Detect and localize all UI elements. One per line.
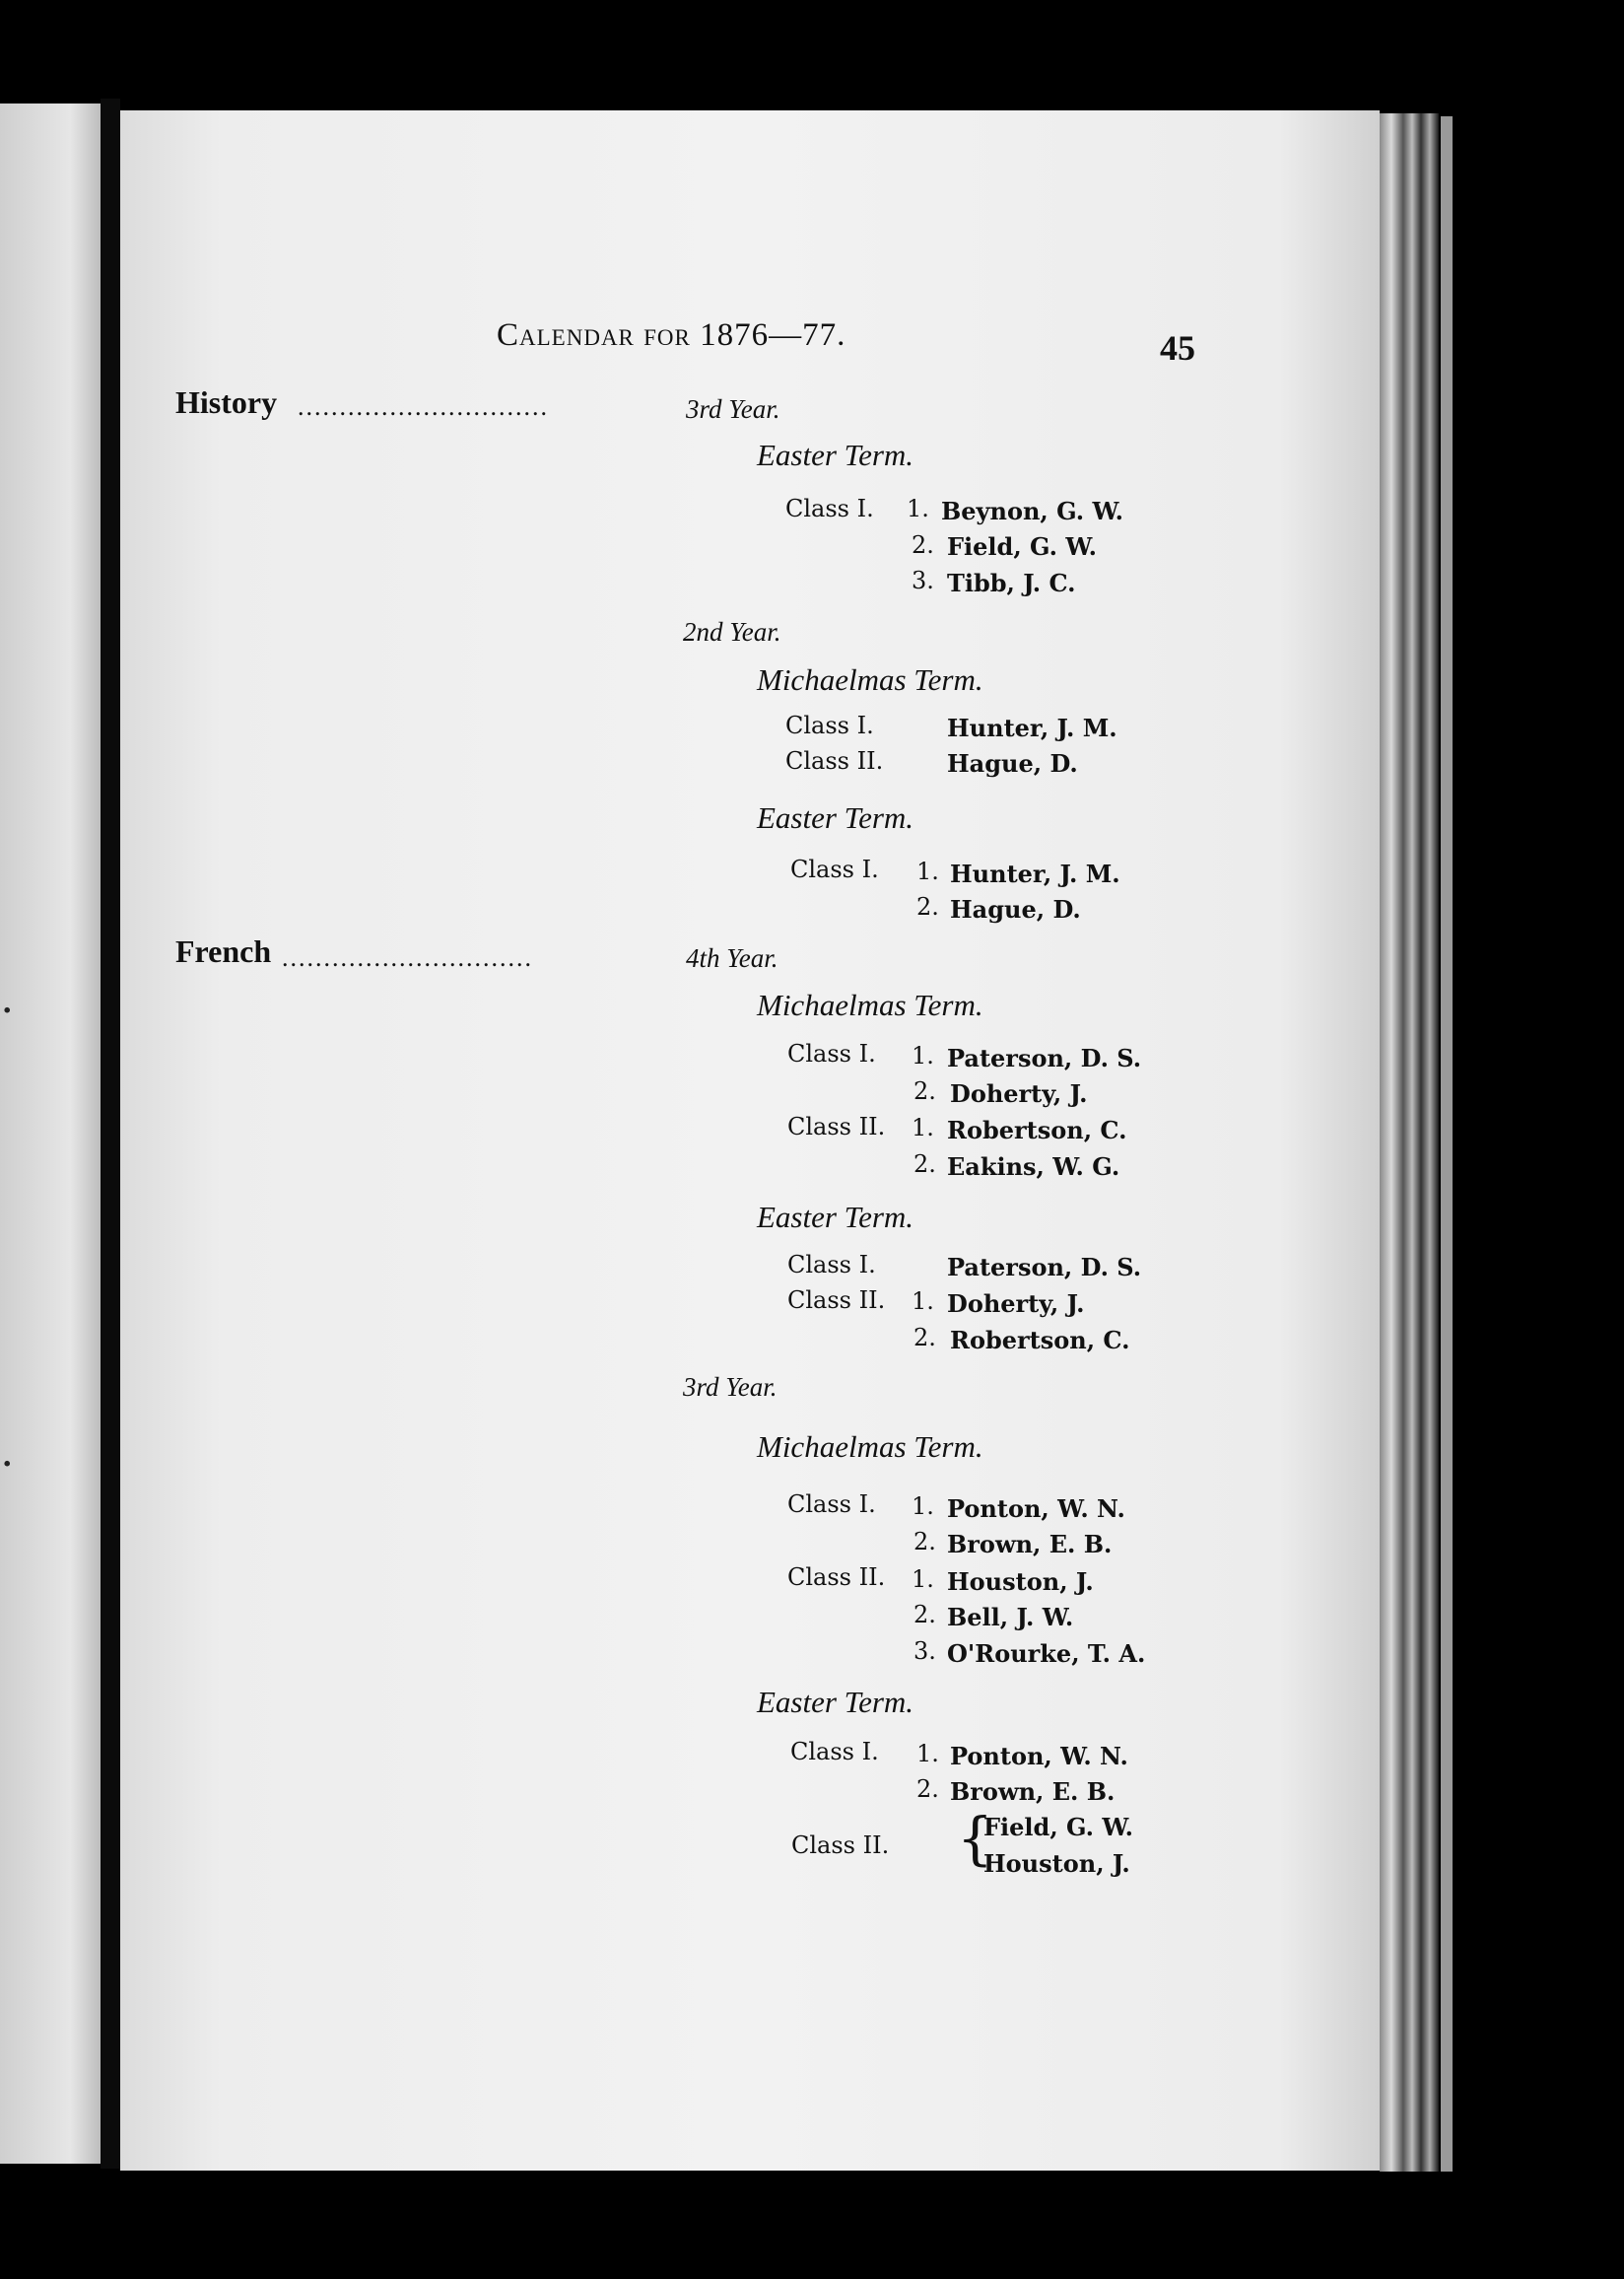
class-label: Class I. <box>787 1251 876 1278</box>
rank-number: 2. <box>914 1150 936 1178</box>
leader-dots: .............................. <box>298 392 549 421</box>
student-name: Robertson, C. <box>950 1326 1130 1354</box>
term-heading: Michaelmas Term. <box>757 662 983 697</box>
rank-number: 1. <box>912 1287 934 1315</box>
subject-heading-history: History <box>175 384 278 420</box>
student-name: Houston, J. <box>983 1849 1130 1878</box>
student-name: Tibb, J. C. <box>947 569 1076 597</box>
rank-number: 2. <box>916 893 939 921</box>
facing-page-mark: . <box>2 986 13 1020</box>
class-label: Class II. <box>787 1286 886 1314</box>
term-heading: Easter Term. <box>757 1200 914 1234</box>
year-label: 3rd Year. <box>683 1372 778 1402</box>
rank-number: 1. <box>912 1042 934 1070</box>
student-name: Brown, E. B. <box>947 1530 1113 1558</box>
page-stack-edge <box>1380 113 1439 2172</box>
student-name: Ponton, W. N. <box>947 1494 1125 1523</box>
student-name: Bell, J. W. <box>947 1603 1074 1631</box>
class-label: Class II. <box>787 1113 886 1140</box>
class-label: Class I. <box>790 1738 879 1765</box>
subject-heading-french: French <box>175 933 272 969</box>
class-label: Class II. <box>791 1831 890 1859</box>
page-stack-edge <box>1441 116 1453 2172</box>
student-name: Beynon, G. W. <box>941 497 1124 525</box>
student-name: O'Rourke, T. A. <box>947 1639 1146 1668</box>
term-heading: Easter Term. <box>757 438 914 472</box>
bracket-symbol: { <box>957 1805 993 1872</box>
year-label: 2nd Year. <box>683 617 781 647</box>
term-heading: Michaelmas Term. <box>757 988 983 1022</box>
document-page <box>120 110 1380 2171</box>
student-name: Doherty, J. <box>950 1079 1088 1108</box>
term-heading: Easter Term. <box>757 800 914 835</box>
rank-number: 2. <box>914 1077 936 1105</box>
student-name: Hunter, J. M. <box>950 860 1120 888</box>
rank-number: 3. <box>912 567 934 594</box>
rank-number: 2. <box>912 531 934 559</box>
student-name: Paterson, D. S. <box>947 1044 1142 1072</box>
leader-dots: .............................. <box>282 943 533 972</box>
book-gutter <box>101 99 120 2169</box>
class-label: Class I. <box>787 1490 876 1518</box>
student-name: Ponton, W. N. <box>950 1742 1128 1770</box>
student-name: Paterson, D. S. <box>947 1253 1142 1281</box>
year-label: 3rd Year. <box>686 394 780 424</box>
rank-number: 1. <box>916 1740 939 1767</box>
rank-number: 2. <box>914 1324 936 1351</box>
rank-number: 1. <box>912 1565 934 1593</box>
running-head: Calendar for 1876—77. <box>497 317 846 353</box>
term-heading: Michaelmas Term. <box>757 1429 983 1464</box>
student-name: Houston, J. <box>947 1567 1094 1596</box>
term-heading: Easter Term. <box>757 1685 914 1719</box>
student-name: Field, G. W. <box>983 1813 1133 1841</box>
student-name: Eakins, W. G. <box>947 1152 1120 1181</box>
student-name: Field, G. W. <box>947 532 1097 561</box>
rank-number: 1. <box>912 1492 934 1520</box>
class-label: Class II. <box>787 1563 886 1591</box>
rank-number: 1. <box>907 495 929 522</box>
rank-number: 1. <box>916 858 939 885</box>
class-label: Class I. <box>785 712 874 739</box>
rank-number: 2. <box>914 1601 936 1628</box>
student-name: Brown, E. B. <box>950 1777 1116 1806</box>
class-label: Class II. <box>785 747 884 775</box>
class-label: Class I. <box>785 495 874 522</box>
rank-number: 1. <box>912 1114 934 1141</box>
class-label: Class I. <box>787 1040 876 1068</box>
rank-number: 3. <box>914 1637 936 1665</box>
student-name: Hague, D. <box>950 895 1081 924</box>
class-label: Class I. <box>790 856 879 883</box>
facing-page-edge <box>0 104 101 2164</box>
student-name: Robertson, C. <box>947 1116 1127 1144</box>
student-name: Hunter, J. M. <box>947 714 1117 742</box>
year-label: 4th Year. <box>686 943 778 973</box>
student-name: Doherty, J. <box>947 1289 1085 1318</box>
rank-number: 2. <box>914 1528 936 1555</box>
student-name: Hague, D. <box>947 749 1078 778</box>
page-number: 45 <box>1160 328 1195 368</box>
rank-number: 2. <box>916 1775 939 1803</box>
facing-page-mark: . <box>2 1439 13 1474</box>
